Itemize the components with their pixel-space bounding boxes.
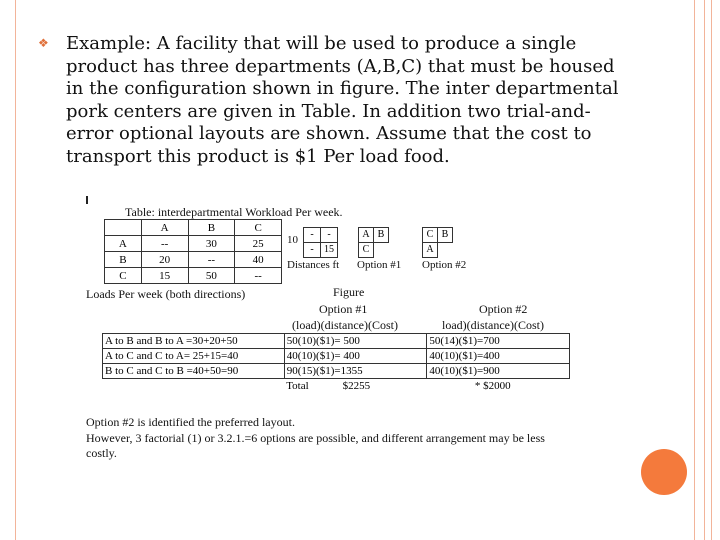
paragraph-line: product has three departments (A,B,C) that must be housed (66, 55, 615, 77)
table-cell: C (105, 268, 142, 284)
table-row (105, 268, 282, 284)
option2-cell: B (437, 227, 453, 243)
bullet-icon: ❖ (38, 36, 49, 50)
conclusion-line: However, 3 factorial (1) or 3.2.1.=6 options are possible, and different arrangement may be less (86, 431, 545, 445)
distance-cell: 15 (320, 242, 338, 258)
paragraph-line: in the configuration shown in figure. The inter departmental (66, 78, 619, 99)
frame-line-right-2 (704, 0, 705, 540)
table-cell: 50(14)($1)=700 (427, 334, 570, 349)
total-option2: * $2000 (474, 380, 511, 392)
option2-caption: Option #2 (422, 259, 467, 271)
table-row (103, 364, 570, 379)
total-label: Total (286, 380, 309, 392)
decorative-circle-icon (641, 449, 687, 495)
cost-table-crop-edge (85, 398, 585, 399)
distance-cell: - (303, 242, 321, 258)
option1-cell: A (358, 227, 374, 243)
table-cell: 40(10)($1)=900 (427, 364, 570, 379)
table-row (103, 334, 570, 349)
distance-cell: - (303, 227, 321, 243)
table-cell: 40(10)($1)= 400 (284, 349, 427, 364)
table-cell: 15 (141, 268, 188, 284)
conclusion-line: costly. (86, 446, 117, 460)
option2-heading: Option #2 (479, 302, 528, 316)
table-cell: -- (235, 268, 282, 284)
table-cell: 25 (235, 236, 282, 252)
cost-table (102, 333, 570, 393)
table-cell: B to C and C to B =40+50=90 (103, 364, 285, 379)
table-cell: 90(15)($1)=1355 (284, 364, 427, 379)
table-cell (427, 379, 570, 394)
text-cursor-mark (86, 196, 88, 204)
table-cell (103, 379, 285, 394)
table-cell: C (235, 220, 282, 236)
table-cell: -- (188, 252, 235, 268)
table-cell: 40(10)($1)=400 (427, 349, 570, 364)
paragraph-line: Example: A facility that will be used to produce a single (66, 33, 577, 54)
table-cell (105, 220, 142, 236)
paragraph-line: error optional layouts are shown. Assume that the cost to (66, 123, 592, 144)
distance-caption: Distances ft (287, 259, 340, 271)
option1-subheading: (load)(distance)(Cost) (292, 318, 398, 332)
table-cell: A to B and B to A =30+20+50 (103, 334, 285, 349)
frame-line-right-3 (711, 0, 712, 540)
workload-table-caption: Loads Per week (both directions) (86, 287, 246, 301)
paragraph-line: pork centers are given in Table. In addition two trial-and- (66, 100, 591, 122)
table-cell: 30 (188, 236, 235, 252)
option2-cell: C (422, 227, 438, 243)
distance-label: 10 (287, 234, 298, 246)
table-cell: 50(10)($1)= 500 (284, 334, 427, 349)
table-row-total (103, 379, 570, 394)
option1-cell: B (373, 227, 389, 243)
table-cell: 50 (188, 268, 235, 284)
example-paragraph (66, 33, 691, 168)
conclusion-line: Option #2 is identified the preferred layout. (86, 415, 295, 429)
option2-cell: A (422, 242, 438, 258)
paragraph-line: transport this product is $1 Per load food. (66, 145, 450, 167)
workload-table-title: Table: interdepartmental Workload Per week. (125, 205, 343, 219)
figure-caption: Figure (333, 285, 365, 299)
option2-subheading: load)(distance)(Cost) (442, 318, 544, 332)
option1-caption: Option #1 (357, 259, 402, 271)
option1-heading: Option #1 (319, 302, 368, 316)
total-option1: $2255 (342, 380, 371, 392)
table-row (105, 236, 282, 252)
distance-cell: - (320, 227, 338, 243)
table-cell: B (188, 220, 235, 236)
table-cell: 40 (235, 252, 282, 268)
table-cell: A to C and C to A= 25+15=40 (103, 349, 285, 364)
option1-cell: C (358, 242, 374, 258)
table-cell: A (141, 220, 188, 236)
table-cell: -- (141, 236, 188, 252)
table-cell: A (105, 236, 142, 252)
table-row (105, 252, 282, 268)
frame-line-right-1 (694, 0, 695, 540)
workload-table (104, 219, 282, 284)
table-row (103, 349, 570, 364)
table-cell: B (105, 252, 142, 268)
table-row (105, 220, 282, 236)
table-cell: 20 (141, 252, 188, 268)
frame-line-left (15, 0, 16, 540)
table-cell (284, 379, 427, 394)
